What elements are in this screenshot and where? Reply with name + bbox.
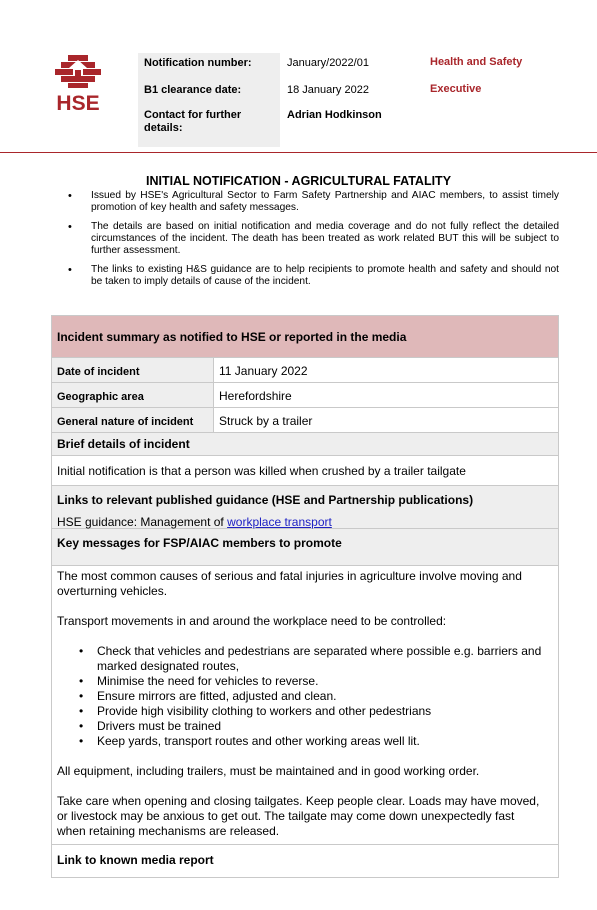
key-paragraph: The most common causes of serious and fatal injuries in agriculture involve moving and overturning vehicles. [57,569,522,598]
summary-header: Incident summary as notified to HSE or reported in the media [52,316,558,358]
key-bullet: • Check that vehicles and pedestrians are separated where possible e.g. barriers and marked designated routes, [57,644,544,674]
incident-table [51,315,559,878]
intro-bullet: • The details are based on initial notification and media coverage and do not fully reflect the detailed circumstances of the incident. The death has been treated as work related BUT this will be subject to further assessment. [68,221,559,257]
row-value: Struck by a trailer [219,414,313,428]
notification-label: Notification number: [144,57,252,69]
logo-text: HSE [56,92,100,112]
org-name-line2: Executive [430,83,482,95]
key-bullet-list [57,644,544,749]
links-prefix: HSE guidance: Management of [57,515,228,529]
contact-label: Contact for further details: [144,109,242,134]
table-row [52,408,558,433]
media-report-header: Link to known media report [52,844,558,877]
key-bullet: • Keep yards, transport routes and other working areas well lit. [57,734,544,749]
table-row [52,358,558,383]
links-line [52,515,332,529]
header-divider [0,152,597,153]
key-messages-header: Key messages for FSP/AIAC members to promote [52,529,558,566]
contact-value: Adrian Hodkinson [287,109,382,121]
clearance-value: 18 January 2022 [287,84,369,96]
key-bullet: • Drivers must be trained [57,719,544,734]
org-name-line1: Health and Safety [430,56,523,68]
brief-text: Initial notification is that a person was killed when crushed by a trailer tailgate [52,456,558,486]
notification-value: January/2022/01 [287,57,369,69]
workplace-transport-link[interactable]: workplace transport [227,515,332,529]
links-header: Links to relevant published guidance (HSE and Partnership publications) [57,493,474,507]
key-messages-body [52,569,558,854]
key-paragraph: Take care when opening and closing tailgates. Keep people clear. Loads may have moved, or livestock may be anxious to get out. The tailgate may come down unexpectedly fast when retaining mechanisms are released. [57,794,540,838]
row-value: 11 January 2022 [219,364,308,378]
key-paragraph: All equipment, including trailers, must be maintained and in good working order. [57,764,480,778]
document-header [0,0,597,152]
row-label: General nature of incident [52,408,214,432]
intro-bullet: • Issued by HSE's Agricultural Sector to Farm Safety Partnership and AIAC members, to assist timely promotion of key health and safety messages. [68,190,559,214]
hse-logo [52,54,104,112]
page-title: INITIAL NOTIFICATION - AGRICULTURAL FATALITY [145,174,452,188]
row-value: Herefordshire [219,389,292,403]
links-section [52,486,558,529]
intro-bullet: • The links to existing H&S guidance are to help recipients to promote health and safety and should not be taken to imply details of cause of the incident. [68,264,559,288]
clearance-label: B1 clearance date: [144,84,242,96]
intro-bullets [68,190,559,295]
row-label: Geographic area [52,383,214,407]
key-bullet: • Provide high visibility clothing to workers and other pedestrians [57,704,544,719]
key-bullet: • Minimise the need for vehicles to reverse. [57,674,544,689]
table-row [52,383,558,408]
row-label: Date of incident [52,358,214,382]
key-bullet: • Ensure mirrors are fitted, adjusted and clean. [57,689,544,704]
key-paragraph: Transport movements in and around the workplace need to be controlled: [57,614,447,628]
brief-header: Brief details of incident [52,433,558,456]
